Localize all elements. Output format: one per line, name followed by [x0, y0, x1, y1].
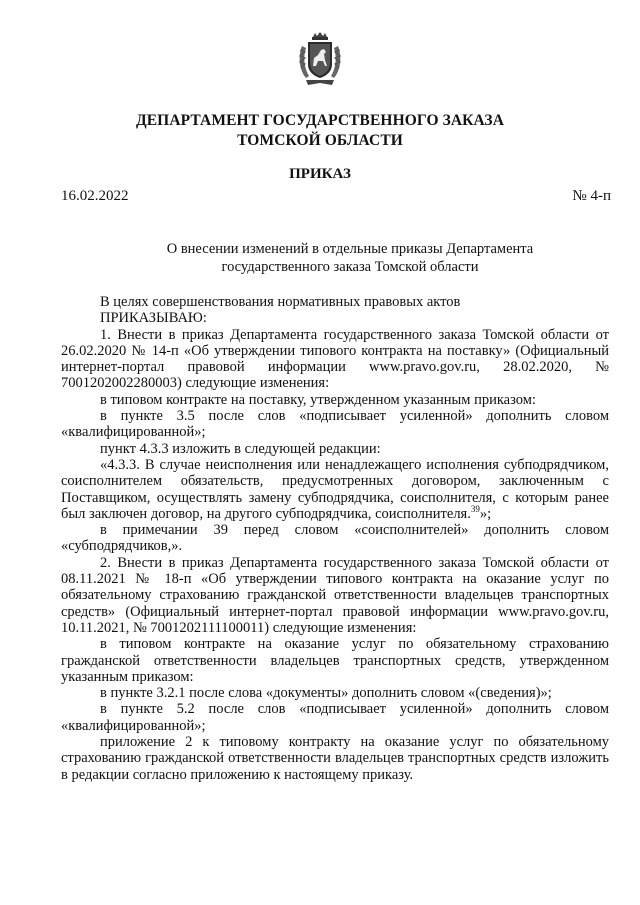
paragraph-1d-text: «4.3.3. В случае неисполнения или ненадлежащего исполнения субподрядчиком, соисполнителем обязательств, предусмотренных договором, заключенным с Поставщиком, осуществлять замену субподрядчика, соисполнителя, с которым ранее был заключен договор, на другого субподрядчика, соисполнителя.	[61, 456, 609, 522]
paragraph-1d-end: »;	[479, 505, 492, 522]
paragraph-2: 2. Внести в приказ Департамента государственного заказа Томской области от 08.11.2021 № 18-п «Об утверждении типового контракта на оказание услуг по обязательному страхованию гражданской ответственности владельцев транспортных средств» (Официальный интернет-портал правовой информации www.pravo.gov.ru, 10.11.2021, № 7001202111100011) следующие изменения:	[61, 554, 609, 636]
paragraph-2c: в пункте 5.2 после слов «подписывает усиленной» дополнить словом «квалифицированной»;	[61, 701, 609, 734]
document-date: 16.02.2022	[61, 188, 129, 204]
paragraph-2b: в пункте 3.2.1 после слова «документы» дополнить словом «(сведения)»;	[100, 685, 552, 702]
organization-name-line2: ТОМСКОЙ ОБЛАСТИ	[237, 132, 403, 149]
preamble: В целях совершенствования нормативных правовых актов	[100, 294, 461, 310]
document-subject	[0, 240, 640, 276]
paragraph-1a: в типовом контракте на поставку, утвержденном указанным приказом:	[100, 391, 536, 408]
paragraph-2a: в типовом контракте на оказание услуг по обязательному страхованию гражданской ответственности владельцев транспортных средств, утвержденном указанным приказом:	[61, 636, 609, 685]
document-number: № 4-п	[572, 188, 611, 204]
document-type: ПРИКАЗ	[289, 166, 351, 182]
document-body	[61, 294, 609, 783]
paragraph-1b: в пункте 3.5 после слов «подписывает усиленной» дополнить словом «квалифицированной»;	[61, 408, 609, 441]
order-word: ПРИКАЗЫВАЮ:	[100, 310, 207, 327]
subject-line2: государственного заказа Томской области	[221, 259, 479, 275]
coat-of-arms-icon	[296, 30, 344, 88]
paragraph-2d: приложение 2 к типовому контракту на оказание услуг по обязательному страхованию гражданской ответственности владельцев транспортных средств изложить в редакции согласно приложению к настоящему приказу.	[61, 734, 609, 783]
paragraph-1d	[61, 457, 609, 522]
organization-name-line1: ДЕПАРТАМЕНТ ГОСУДАРСТВЕННОГО ЗАКАЗА	[135, 112, 505, 129]
subject-line1: О внесении изменений в отдельные приказы Департамента	[166, 241, 534, 257]
paragraph-1: 1. Внести в приказ Департамента государственного заказа Томской области от 26.02.2020 № 14-п «Об утверждении типового контракта на поставку» (Официальный интернет-портал правовой информации www.pravo.gov.ru, 28.02.2020, № 7001202002280003) следующие изменения:	[61, 326, 609, 392]
footnote-ref: 39	[470, 504, 480, 515]
paragraph-1e: в примечании 39 перед словом «соисполнителей» дополнить словом «субподрядчиков,».	[61, 522, 609, 555]
paragraph-1c: пункт 4.3.3 изложить в следующей редакции:	[100, 440, 381, 457]
